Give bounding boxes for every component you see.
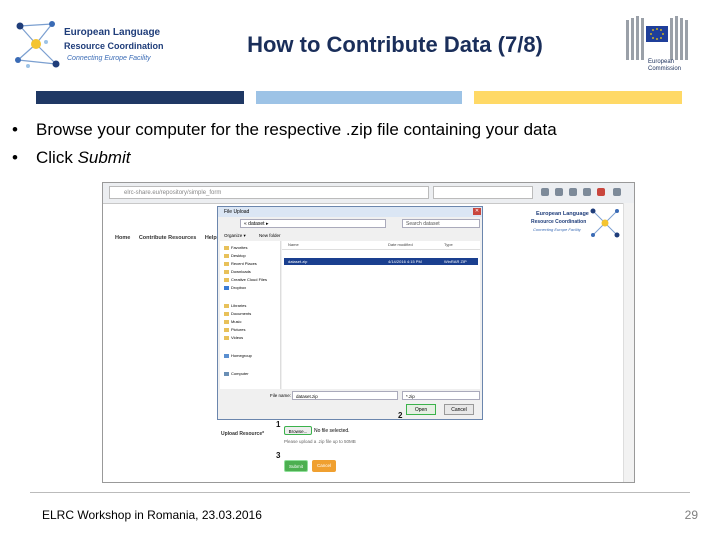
bullet-item	[12, 120, 557, 140]
ec-label: European	[648, 59, 675, 65]
nav-item-documents[interactable]: Documents	[224, 311, 251, 316]
browser-toolbar	[103, 183, 634, 204]
nav-item-recent[interactable]: Recent Places	[224, 261, 257, 266]
library-icon	[224, 304, 229, 308]
slide-title: How to Contribute Data (7/8)	[247, 32, 543, 57]
no-file-status: No file selected.	[314, 428, 350, 434]
star-icon	[224, 246, 229, 250]
nav-item-desktop[interactable]: Desktop	[224, 253, 246, 258]
bullet-dot-icon: •	[12, 148, 18, 167]
nav-item-libraries[interactable]: Libraries	[224, 303, 246, 308]
column-header[interactable]: Name	[288, 242, 299, 247]
dialog-cancel-button[interactable]: Cancel	[444, 404, 474, 415]
star-icon[interactable]	[541, 188, 549, 196]
divider-bar-yellow	[474, 91, 682, 104]
dialog-toolbar	[218, 231, 482, 240]
divider-bar-blue	[256, 91, 462, 104]
nav-item-music[interactable]: Music	[224, 319, 241, 324]
computer-icon	[224, 372, 229, 376]
dialog-title: File Upload	[218, 207, 482, 217]
upload-resource-label: Upload Resource*	[221, 431, 265, 437]
folder-icon	[224, 254, 229, 258]
ec-label: Commission	[648, 66, 682, 72]
page-scrollbar[interactable]	[623, 203, 635, 482]
home-icon[interactable]	[583, 188, 591, 196]
step-number: 2	[398, 411, 403, 420]
nav-item-homegroup[interactable]: Homegroup	[224, 353, 252, 358]
logo-tagline: Connecting Europe Facility	[67, 55, 151, 62]
menu-icon[interactable]	[613, 188, 621, 196]
dialog-search-input[interactable]: Search dataset	[402, 219, 480, 228]
bullet-emphasis: Submit	[77, 148, 131, 167]
embedded-browser-screenshot	[102, 182, 635, 483]
file-name: dataset.zip	[288, 259, 308, 264]
logo-title-line: European Language	[64, 27, 161, 38]
video-icon	[224, 336, 229, 340]
picture-icon	[224, 328, 229, 332]
bullet-dot-icon: •	[12, 120, 18, 139]
file-type: WinRAR ZIP archive	[444, 259, 467, 271]
footer-divider	[30, 492, 690, 493]
bullet-item	[12, 148, 130, 168]
column-header[interactable]: Type	[444, 242, 453, 247]
upload-hint: Please upload a .zip file up to 50MB	[284, 439, 356, 444]
nav-item-computer[interactable]: Computer	[224, 371, 249, 376]
nav-item-pictures[interactable]: Pictures	[224, 327, 245, 332]
step-number: 1	[276, 420, 281, 429]
nav-item-downloads[interactable]: Downloads	[224, 269, 251, 274]
nav-home-link[interactable]: Home	[115, 235, 131, 241]
site-logo-line: Resource Coordination	[531, 219, 587, 225]
site-nav	[115, 235, 224, 241]
folder-icon	[224, 312, 229, 316]
file-list-header	[282, 241, 480, 250]
nav-item-creative-cloud[interactable]: Creative Cloud Files	[224, 277, 267, 282]
divider-bar-navy	[36, 91, 244, 104]
cancel-button[interactable]: Cancel	[312, 460, 336, 472]
site-logo-icon	[587, 205, 623, 241]
nav-item-dropbox[interactable]: Dropbox	[224, 285, 246, 290]
filename-label: File name:	[270, 393, 292, 398]
open-button[interactable]: Open	[406, 404, 436, 415]
site-logo-line: European Language	[536, 211, 589, 217]
nav-item-favorites[interactable]: Favorites	[224, 245, 247, 250]
column-header[interactable]: Date modified	[388, 242, 413, 247]
bookmarks-icon[interactable]	[555, 188, 563, 196]
browser-search-field[interactable]	[433, 186, 533, 199]
page-number: 29	[684, 508, 698, 522]
music-icon	[224, 320, 229, 324]
footer-text: ELRC Workshop in Romania, 23.03.2016	[42, 508, 262, 522]
folder-icon	[224, 278, 229, 282]
logo-title-line: Resource Coordination	[64, 41, 164, 51]
browse-button[interactable]: Browse...	[284, 426, 312, 435]
submit-button[interactable]: Submit	[284, 460, 308, 472]
folder-icon	[224, 270, 229, 274]
addon-icon[interactable]	[597, 188, 605, 196]
nav-help-link[interactable]: Help	[204, 235, 217, 241]
nav-contribute-link[interactable]: Contribute Resources	[138, 235, 197, 241]
file-row-selected[interactable]	[284, 258, 478, 271]
folder-icon	[224, 262, 229, 266]
bullet-text: Click	[36, 148, 78, 167]
dialog-file-list	[282, 241, 480, 389]
file-upload-dialog	[217, 206, 483, 420]
close-icon[interactable]: ✕	[474, 208, 480, 214]
homegroup-icon	[224, 354, 229, 358]
file-date: 4/14/2016 4:15 PM	[388, 259, 422, 264]
filetype-select[interactable]: *.zip	[402, 391, 480, 400]
filename-input[interactable]: dataset.zip	[292, 391, 398, 400]
url-field[interactable]: elrc-share.eu/repository/simple_form	[109, 186, 429, 199]
dialog-nav-pane	[220, 241, 281, 389]
organize-menu[interactable]: Organize ▾	[224, 233, 246, 238]
dropbox-icon	[224, 286, 229, 290]
nav-item-videos[interactable]: Videos	[224, 335, 243, 340]
new-folder-button[interactable]: New folder	[259, 233, 281, 238]
step-number: 3	[276, 451, 281, 460]
site-logo-tagline: Connecting Europe Facility	[533, 227, 581, 232]
download-icon[interactable]	[569, 188, 577, 196]
bullet-text: Browse your computer for the respective .zip file containing your data	[36, 120, 557, 139]
dialog-address-bar[interactable]: « dataset ▸	[240, 219, 386, 228]
